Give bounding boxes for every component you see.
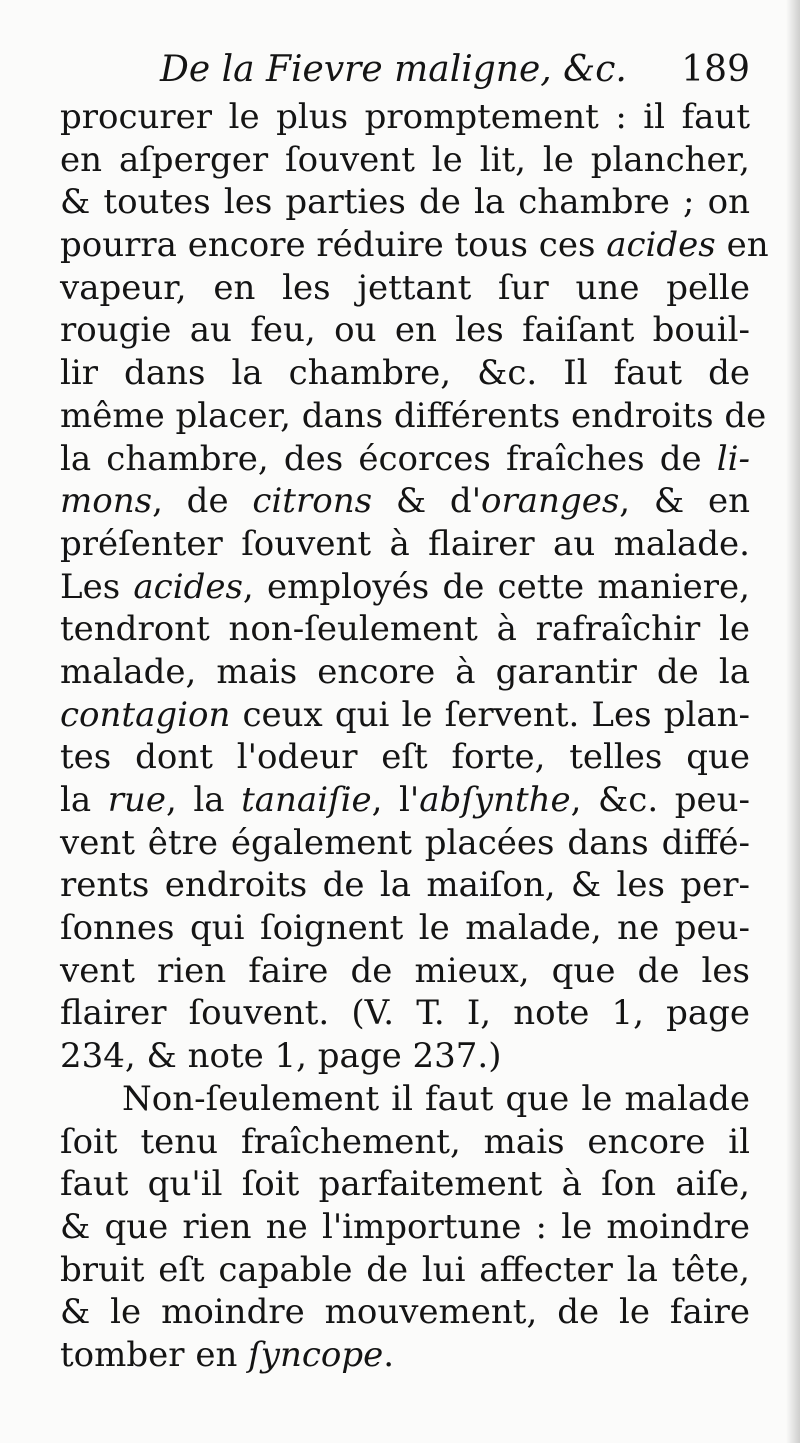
text-line: [60, 139, 750, 182]
text-line: [60, 395, 767, 438]
text-run: bruit eſt capable de lui affecter la tête,: [60, 1249, 750, 1290]
text-run: lir dans la chambre, &c. Il faut de: [60, 353, 750, 394]
text-run: 234, & note 1, page 237.): [60, 1036, 502, 1077]
text-run: rents endroits de la maiſon, & les per-: [60, 865, 750, 906]
text-line: [60, 1334, 750, 1377]
text-run: & d': [372, 481, 482, 522]
italic-text: mons: [60, 481, 153, 522]
text-line: [60, 694, 750, 737]
text-run: en: [715, 225, 769, 266]
text-line: [60, 1291, 750, 1334]
text-line: [60, 181, 750, 224]
text-line: [60, 309, 750, 352]
text-run: en aſperger ſouvent le lit, le plancher,: [60, 139, 750, 180]
text-line: [60, 1078, 750, 1121]
text-run: rougie au feu, ou en les faiſant bouil-: [60, 310, 750, 351]
text-run: même placer, dans différents endroits de: [60, 395, 767, 436]
page-number: 189: [681, 49, 750, 90]
page-header: [60, 46, 750, 94]
italic-text: ſyncope: [248, 1334, 384, 1375]
running-title: De la Fievre maligne, &c.: [160, 49, 627, 90]
text-line: [60, 992, 750, 1035]
text-line: [60, 822, 750, 865]
page-edge-shadow: [786, 0, 800, 1443]
text-line: [60, 779, 750, 822]
text-run: la chambre, des écorces fraîches de: [60, 438, 717, 479]
italic-text: tanaiſie: [241, 780, 372, 820]
text-run: ſonnes qui ſoignent le malade, ne peu-: [60, 908, 750, 949]
text-run: préſenter ſouvent à flairer au malade.: [60, 523, 750, 564]
text-line: [60, 267, 750, 310]
text-line: [60, 1163, 750, 1206]
text-run: , la: [166, 780, 242, 820]
text-line: [60, 352, 750, 395]
text-line: [60, 1206, 750, 1249]
text-line: [60, 1121, 750, 1164]
text-line: [60, 1035, 750, 1078]
text-line: [60, 224, 769, 267]
text-line: [60, 480, 750, 523]
text-line: [60, 566, 750, 609]
text-run: pourra encore réduire tous ces: [60, 225, 607, 266]
text-line: [60, 96, 750, 139]
text-line: [60, 523, 750, 566]
text-run: la: [60, 780, 108, 820]
italic-text: acides: [133, 566, 243, 607]
text-run: ſoit tenu fraîchement, mais encore il: [60, 1121, 750, 1162]
text-run: tomber en: [60, 1334, 249, 1375]
text-run: vapeur, en les jettant ſur une pelle: [60, 267, 750, 308]
text-line: [60, 950, 750, 993]
text-run: malade, mais encore à garantir de la: [60, 651, 750, 692]
text-run: tendront non-ſeulement à rafraîchir le: [60, 609, 750, 650]
text-run: vent être également placées dans diffé-: [60, 822, 750, 863]
italic-text: contagion: [60, 694, 231, 735]
text-run: procurer le plus promptement : il faut: [60, 97, 750, 137]
text-run: vent rien faire de mieux, que de les: [60, 950, 750, 991]
text-run: , &c. peu-: [570, 780, 751, 820]
text-run: Non-ſeulement il faut que le malade: [122, 1078, 750, 1119]
text-run: faut qu'il ſoit parfaitement à ſon aiſe,: [60, 1164, 750, 1205]
italic-text: acides: [606, 225, 716, 266]
text-run: & toutes les parties de la chambre ; on: [60, 182, 750, 223]
text-line: [60, 1249, 750, 1292]
text-line: [60, 864, 750, 907]
text-run: .: [383, 1334, 395, 1375]
text-line: [60, 438, 750, 481]
italic-text: abſynthe: [419, 780, 571, 820]
text-run: & que rien ne l'importune : le moindre: [60, 1206, 750, 1247]
text-run: ceux qui le ſervent. Les plan-: [230, 694, 750, 735]
italic-text: li-: [716, 438, 750, 479]
text-run: , & en: [619, 481, 750, 522]
text-run: & le moindre mouvement, de le faire: [60, 1292, 750, 1333]
italic-text: oranges: [481, 481, 620, 522]
text-line: [60, 907, 750, 950]
text-run: flairer ſouvent. (V. T. I, note 1, page: [60, 993, 750, 1034]
text-line: [60, 736, 750, 779]
italic-text: citrons: [252, 481, 373, 522]
italic-text: rue: [107, 780, 166, 820]
text-run: , l': [371, 780, 420, 820]
text-run: , de: [152, 481, 253, 522]
text-run: , employés de cette maniere,: [242, 566, 750, 607]
body-text: [60, 96, 769, 1377]
text-run: Les: [60, 566, 134, 607]
text-run: tes dont l'odeur eſt forte, telles que: [60, 737, 750, 778]
text-line: [60, 651, 750, 694]
text-line: [60, 608, 750, 651]
